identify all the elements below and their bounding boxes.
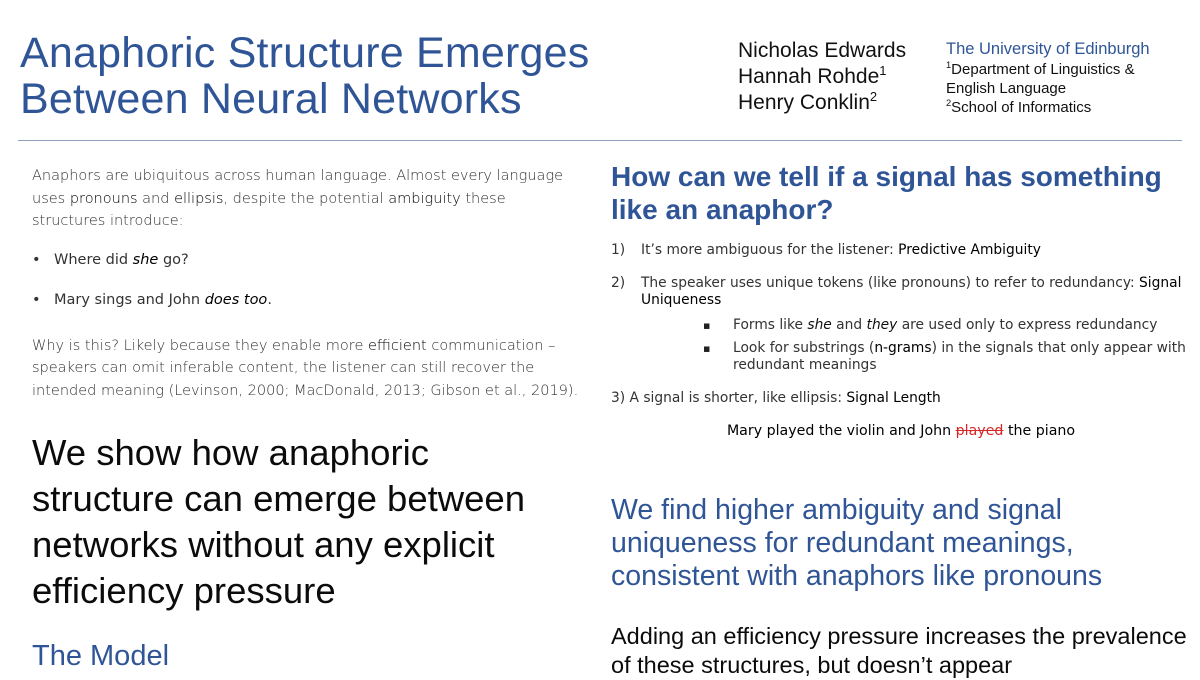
affiliations: [946, 39, 1196, 117]
struck-word: played: [955, 423, 1004, 439]
text-run: ) in the signals that only appear with redundant meanings: [733, 340, 1186, 373]
text-run: the piano: [1003, 423, 1076, 439]
text-run: .: [267, 291, 272, 308]
text-run: and: [831, 317, 867, 333]
criterion-text: 3) A signal is shorter, like ellipsis:: [611, 390, 847, 406]
text-run: Why is this? Likely because they enable more: [32, 337, 368, 354]
intro-paragraph: [32, 165, 580, 233]
bullet-item: [32, 249, 580, 289]
emphasis: does too: [204, 291, 268, 308]
subpoint-item: [703, 317, 1191, 334]
author-1: [738, 38, 906, 64]
author-name: Hannah Rohde: [738, 65, 880, 88]
affiliation-1-line-2: English Language: [946, 80, 1067, 97]
text-run: communication – speakers can omit inferable content, the listener can still recover the intended meaning (Levinson, 2000; MacDonald, 2013; Gibson et al., 2019).: [32, 337, 579, 399]
text-run: Forms like: [733, 317, 808, 333]
text-run: and: [137, 190, 175, 207]
university-name: The University of Edinburgh: [946, 40, 1150, 58]
affiliation-2: [946, 98, 1196, 117]
criterion-1: [611, 242, 1191, 259]
text-run: Mary played the violin and John: [726, 423, 956, 439]
criterion-number: 2): [611, 275, 626, 291]
question-heading: How can we tell if a signal has something like an anaphor?: [611, 161, 1162, 225]
highlight-efficient: efficient: [367, 337, 427, 354]
text-run: , despite the potential: [223, 190, 389, 207]
affiliation-1-line-1: [946, 60, 1196, 79]
efficiency-statement: Adding an efficiency pressure increases the prevalence of these structures, but doesn’t appear: [611, 623, 1187, 678]
example-bullets: [32, 249, 580, 329]
poster-title: [20, 30, 700, 122]
author-list: [738, 38, 906, 116]
emphasis: she: [132, 251, 159, 268]
text-run: are used only to express redundancy: [897, 317, 1158, 333]
emphasis: she: [807, 317, 832, 333]
highlight-ngrams: n-grams: [874, 340, 932, 356]
author-affil-mark: 2: [869, 89, 878, 104]
ellipsis-example: [611, 423, 1191, 439]
finding-heading: We find higher ambiguity and signal uniqueness for redundant meanings, consistent with anaphors like pronouns: [611, 494, 1103, 592]
criterion-highlight: Predictive Ambiguity: [898, 242, 1041, 258]
emphasis: they: [866, 317, 898, 333]
text-run: Where did: [54, 251, 133, 268]
text-run: Anaphors are ubiquitous across human language. Almost every language uses: [32, 168, 564, 207]
text-run: go?: [158, 251, 189, 268]
main-claim: We show how anaphoric structure can emerge between networks without any explicit efficiency pressure: [32, 432, 526, 611]
affil-mark: 1: [946, 60, 952, 70]
affil-mark: 2: [946, 98, 952, 108]
author-2: [738, 64, 906, 90]
highlight-pronouns: pronouns: [69, 190, 138, 207]
criterion-text: The speaker uses unique tokens (like pronouns) to refer to redundancy:: [641, 275, 1140, 291]
text-run: Look for substrings (: [733, 340, 875, 356]
model-heading: The Model: [32, 640, 170, 672]
author-3: [738, 90, 906, 116]
highlight-ellipsis: ellipsis: [174, 190, 224, 207]
affil-text: Department of Linguistics &: [951, 61, 1135, 78]
author-name: Henry Conklin: [738, 91, 870, 114]
criterion-2-subpoints: [703, 317, 1191, 374]
title-line-1: Anaphoric Structure Emerges: [20, 29, 590, 77]
bullet-item: [32, 289, 580, 329]
header-divider: [18, 140, 1182, 141]
subpoint-item: [703, 340, 1191, 374]
criterion-number: 1): [611, 242, 626, 258]
criterion-highlight: Signal Length: [846, 390, 941, 406]
left-column: [32, 165, 580, 614]
highlight-ambiguity: ambiguity: [388, 190, 461, 207]
title-line-2: Between Neural Networks: [20, 75, 522, 123]
why-paragraph: [32, 335, 580, 403]
author-affil-mark: 1: [879, 63, 887, 78]
affil-text: School of Informatics: [951, 99, 1092, 116]
criterion-text: It’s more ambiguous for the listener:: [641, 242, 899, 258]
criterion-2: [611, 275, 1191, 374]
criterion-highlight: Signal Uniqueness: [641, 275, 1182, 308]
author-name: Nicholas Edwards: [738, 39, 907, 62]
criterion-3: [611, 390, 1191, 407]
right-column: [611, 160, 1191, 439]
text-run: these structures introduce:: [32, 190, 506, 229]
criteria-list: [611, 242, 1191, 407]
text-run: Mary sings and John: [54, 291, 205, 308]
